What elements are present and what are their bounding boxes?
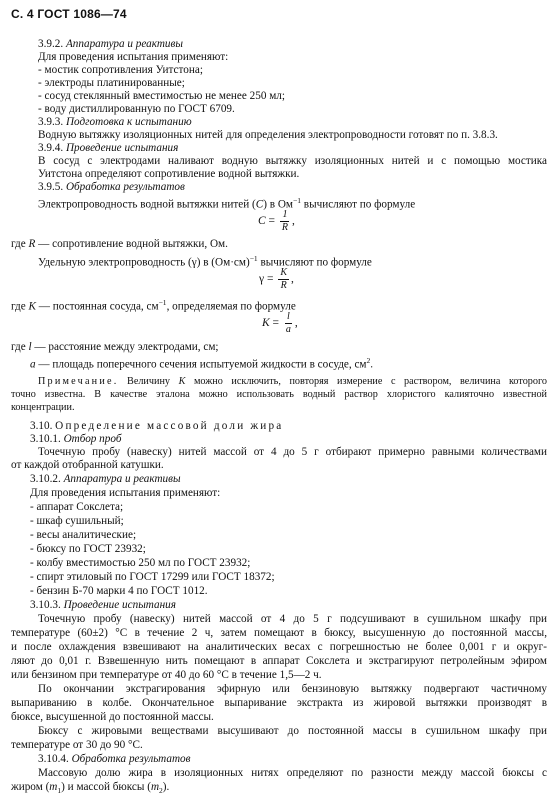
paragraph: где K — постоянная сосуда, $см^{-1}$, определяемая по формуле (11, 298, 296, 313)
paragraph: Точечную пробу (навеску) нитей массой от 4 до 5 г отбирают примерно равными количествами (38, 446, 547, 458)
paragraph: где l — расстояние между электродами, см; (11, 341, 219, 353)
list-item: - спирт этиловый по ГОСТ 17299 или ГОСТ 18372; (30, 571, 275, 583)
note-line: Примечание. Величину K можно исключить, повторяя измерение с раствором, величина которого (38, 376, 548, 387)
list-item: - электроды платинированные; (38, 77, 185, 89)
paragraph: Массовую долю жира в изоляционных нитях определяют по разности между массой бюксы с (38, 767, 547, 779)
page-header: С. 4 ГОСТ 1086—74 (11, 7, 127, 21)
list-item: - аппарат Сокслета; (30, 501, 124, 513)
paragraph: ляют до 0,01 г. Взвешенную нить помещают в аппарат Сокслета и экстрагируют петролейным эфиром (11, 655, 547, 667)
paragraph: где R — сопротивление водной вытяжки, Ом. (11, 238, 228, 250)
section-heading-3-9-5: 3.9.5. Обработка результатов (38, 181, 185, 193)
paragraph: Точечную пробу (навеску) нитей массой от 4 до 5 г подсушивают в сушильном шкафу при (38, 613, 547, 625)
list-item: - бюксу по ГОСТ 23932; (30, 543, 146, 555)
note-line: концентрации. (11, 402, 75, 413)
section-heading-3-10: 3.10. Определение массовой доли жира (30, 420, 284, 432)
list-item: - сосуд стеклянный вместимостью не менее 250 мл; (38, 90, 285, 102)
formula-conductivity: C = $\frac{1}{R}$ , (258, 209, 295, 233)
note-line: точно известна. В качестве эталона можно использовать водный раствор хлористого калияточно известной (11, 389, 547, 400)
section-heading-3-10-3: 3.10.3. Проведение испытания (30, 599, 176, 611)
paragraph: жиром $(m_1)$ и массой бюксы $(m_2)$. (11, 781, 170, 796)
list-item: - весы аналитические; (30, 529, 137, 541)
formula-cell-constant: K = $\frac{l}{a}$ , (262, 311, 298, 335)
paragraph: температуре (60±2) °С в течение 2 ч, затем помещают в бюксу, высушенную до постоянной массы, (11, 627, 547, 639)
paragraph: или бензином при температуре от 40 до 60 °С в течение 1,5—2 ч. (11, 669, 322, 681)
paragraph: Уитстона определяют сопротивление водной вытяжки. (38, 168, 300, 180)
section-heading-3-10-2: 3.10.2. Аппаратура и реактивы (30, 473, 181, 485)
section-heading-3-9-4: 3.9.4. Проведение испытания (38, 142, 179, 154)
paragraph: Для проведения испытания применяют: (38, 51, 229, 63)
paragraph: Для проведения испытания применяют: (30, 487, 221, 499)
list-item: - шкаф сушильный; (30, 515, 124, 527)
paragraph: a — площадь поперечного сечения испытуемой жидкости в сосуде, $см^2$. (30, 356, 374, 371)
paragraph: В сосуд с электродами наливают водную вытяжку изоляционных нитей и с помощью мостика (38, 155, 547, 167)
list-item: - воду дистиллированную по ГОСТ 6709. (38, 103, 235, 115)
section-heading-3-9-3: 3.9.3. Подготовка к испытанию (38, 116, 192, 128)
list-item: - мостик сопротивления Уитстона; (38, 64, 203, 76)
section-heading-3-10-1: 3.10.1. Отбор проб (30, 433, 122, 445)
paragraph: бюксе, высушенной до постоянной массы. (11, 711, 214, 723)
paragraph: от каждой отобранной катушки. (11, 459, 164, 471)
paragraph: Водную вытяжку изоляционных нитей для определения электропроводности готовят по п. 3.8.3. (38, 129, 498, 141)
paragraph: температуре от 30 до 90 °С. (11, 739, 143, 751)
formula-specific-conductivity: γ = $\frac{K}{R}$ , (259, 267, 294, 291)
section-heading-3-10-4: 3.10.4. Обработка результатов (38, 753, 191, 765)
list-item: - колбу вместимостью 250 мл по ГОСТ 23932; (30, 557, 251, 569)
list-item: - бензин Б-70 марки 4 по ГОСТ 1012. (30, 585, 208, 597)
section-heading-3-9-2: 3.9.2. Аппаратура и реактивы (38, 38, 183, 50)
paragraph: Бюксу с жировыми веществами высушивают до постоянной массы в сушильном шкафу при (38, 725, 547, 737)
paragraph: Электропроводность водной вытяжки нитей (C) в $Ом^{-1}$ вычисляют по формуле (38, 196, 416, 211)
paragraph: и после охлаждения взвешивают на аналитических весах с погрешностью не более 0,001 г и округ- (11, 641, 547, 653)
paragraph: Удельную электропроводность (γ) в $(Ом\cdot см)^{-1}$ вычисляют по формуле (38, 254, 372, 269)
paragraph: По окончании экстрагирования эфирную или бензиновую вытяжку подвергают частичному (38, 683, 547, 695)
paragraph: выпариванию в колбе. Окончательное выпаривание экстракта из жировой вытяжки производят в (11, 697, 547, 709)
